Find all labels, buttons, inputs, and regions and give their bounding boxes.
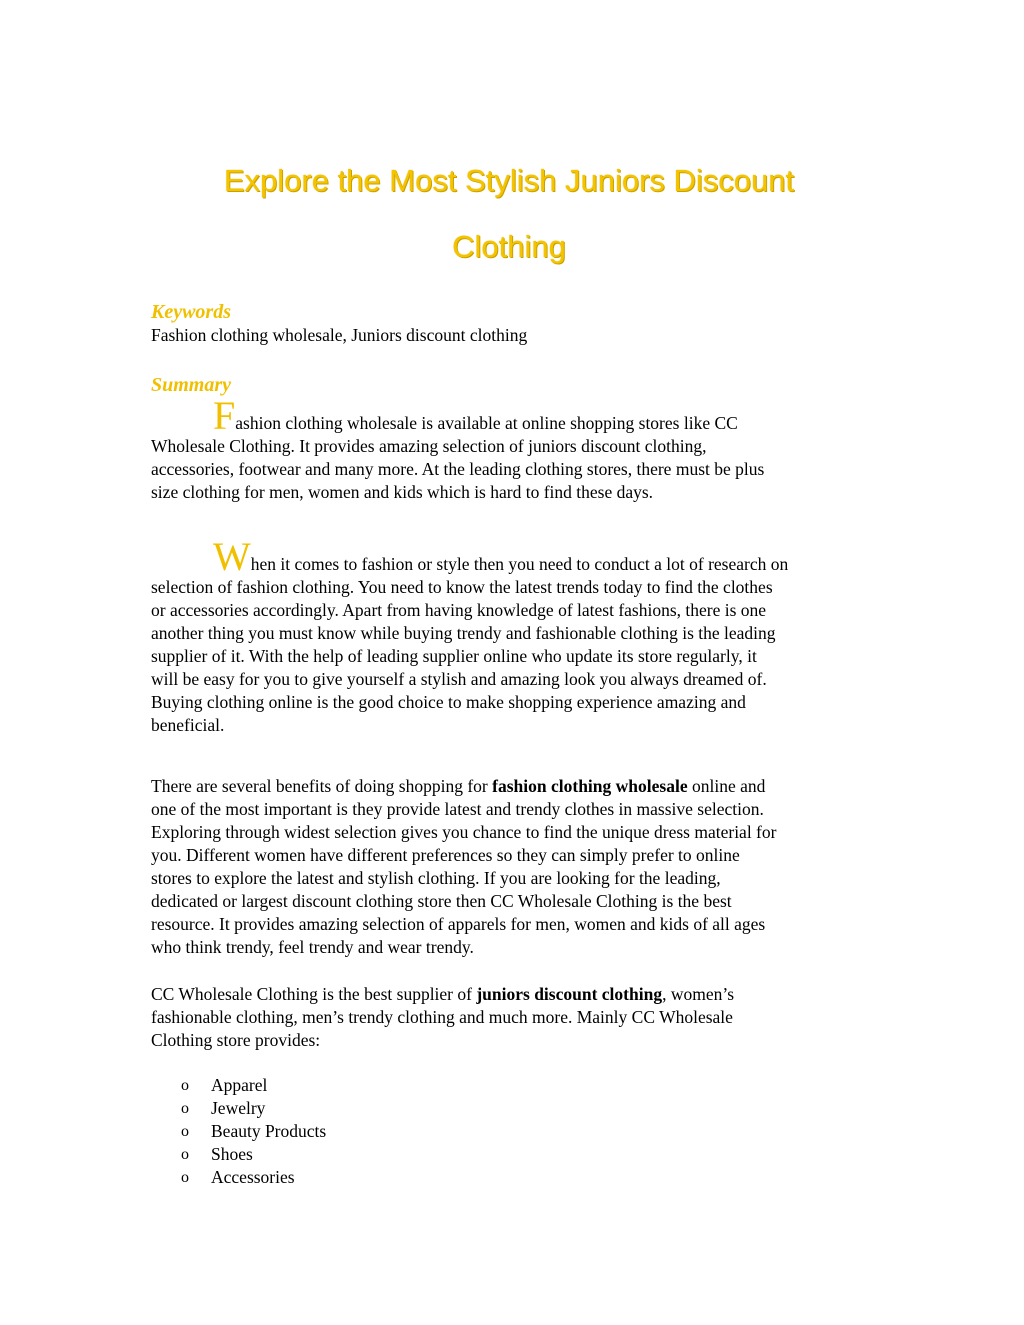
keywords-text: Fashion clothing wholesale, Juniors discount clothing — [151, 325, 528, 345]
paragraph-3-line-1-end: online and — [687, 776, 766, 796]
list-item-label: Apparel — [211, 1075, 268, 1095]
paragraph-1-line-4: size clothing for men, women and kids which is hard to find these days. — [151, 482, 654, 502]
list-item — [181, 1166, 326, 1189]
paragraph-2-line-4: another thing you must know while buying trendy and fashionable clothing is the leading — [151, 623, 776, 643]
summary-heading: Summary — [151, 374, 232, 396]
paragraph-3-line-8: who think trendy, feel trendy and wear trendy. — [151, 937, 474, 957]
summary-paragraph-1 — [151, 393, 881, 504]
drop-cap-w: W — [213, 534, 251, 579]
paragraph-2-line-6: will be easy for you to give yourself a stylish and amazing look you always dreamed of. — [151, 669, 767, 689]
paragraph-2-line-8: beneficial. — [151, 715, 225, 735]
paragraph-1-line-1: ashion clothing wholesale is available at online shopping stores like CC — [235, 413, 738, 433]
paragraph-3-line-1 — [151, 775, 881, 798]
paragraph-2-line-1: hen it comes to fashion or style then you need to conduct a lot of research on — [250, 554, 789, 574]
list-item-label: Accessories — [211, 1167, 295, 1187]
list-item — [181, 1143, 326, 1166]
bullet-marker: o — [181, 1146, 189, 1163]
list-item-label: Jewelry — [211, 1098, 266, 1118]
paragraph-3-line-3: Exploring through widest selection gives you chance to find the unique dress material for — [151, 822, 777, 842]
bullet-marker: o — [181, 1169, 189, 1186]
summary-paragraph-4 — [151, 983, 881, 1052]
paragraph-2-line-3: or accessories accordingly. Apart from having knowledge of latest fashions, there is one — [151, 600, 767, 620]
list-item — [181, 1097, 326, 1120]
list-item-label: Beauty Products — [211, 1121, 327, 1141]
paragraph-1-first-line — [151, 393, 881, 438]
paragraph-4-line-1-start: CC Wholesale Clothing is the best supplier of — [151, 984, 477, 1004]
keyword-fashion-clothing-wholesale: fashion clothing wholesale — [492, 776, 688, 796]
bullet-marker: o — [181, 1077, 189, 1094]
list-item — [181, 1120, 326, 1143]
summary-paragraph-2 — [151, 534, 881, 737]
paragraph-3-line-1-start: There are several benefits of doing shopping for — [151, 776, 493, 796]
page-title — [151, 148, 867, 280]
provides-list — [181, 1074, 326, 1189]
paragraph-2-line-2: selection of fashion clothing. You need to know the latest trends today to find the clothes — [151, 577, 773, 597]
paragraph-3-line-7: resource. It provides amazing selection of apparels for men, women and kids of all ages — [151, 914, 766, 934]
bullet-marker: o — [181, 1100, 189, 1117]
paragraph-2-line-7: Buying clothing online is the good choice to make shopping experience amazing and — [151, 692, 746, 712]
bullet-marker: o — [181, 1123, 189, 1140]
paragraph-1-line-2: Wholesale Clothing. It provides amazing selection of juniors discount clothing, — [151, 436, 707, 456]
paragraph-2-line-5: supplier of it. With the help of leading supplier online who update its store regularly, it — [151, 646, 757, 666]
list-item-label: Shoes — [211, 1144, 253, 1164]
paragraph-3-line-2: one of the most important is they provide latest and trendy clothes in massive selection. — [151, 799, 764, 819]
paragraph-3-line-5: stores to explore the latest and stylish clothing. If you are looking for the leading, — [151, 868, 721, 888]
paragraph-4-line-1-end: , women’s — [662, 984, 735, 1004]
keywords-heading: Keywords — [151, 301, 231, 323]
title-line-1: Explore the Most Stylish Juniors Discount — [223, 163, 795, 198]
paragraph-4-line-1 — [151, 983, 881, 1006]
paragraph-2-first-line — [151, 534, 881, 579]
title-line-2: Clothing — [452, 229, 566, 264]
list-item — [181, 1074, 326, 1097]
paragraph-3-line-6: dedicated or largest discount clothing store then CC Wholesale Clothing is the best — [151, 891, 732, 911]
drop-cap-f: F — [213, 393, 236, 438]
paragraph-1-line-3: accessories, footwear and many more. At the leading clothing stores, there must be plus — [151, 459, 765, 479]
summary-paragraph-3 — [151, 775, 881, 959]
paragraph-4-line-3: Clothing store provides: — [151, 1030, 321, 1050]
paragraph-3-line-4: you. Different women have different preferences so they can simply prefer to online — [151, 845, 740, 865]
paragraph-4-line-2: fashionable clothing, men’s trendy clothing and much more. Mainly CC Wholesale — [151, 1007, 733, 1027]
keyword-juniors-discount-clothing: juniors discount clothing — [476, 984, 663, 1004]
